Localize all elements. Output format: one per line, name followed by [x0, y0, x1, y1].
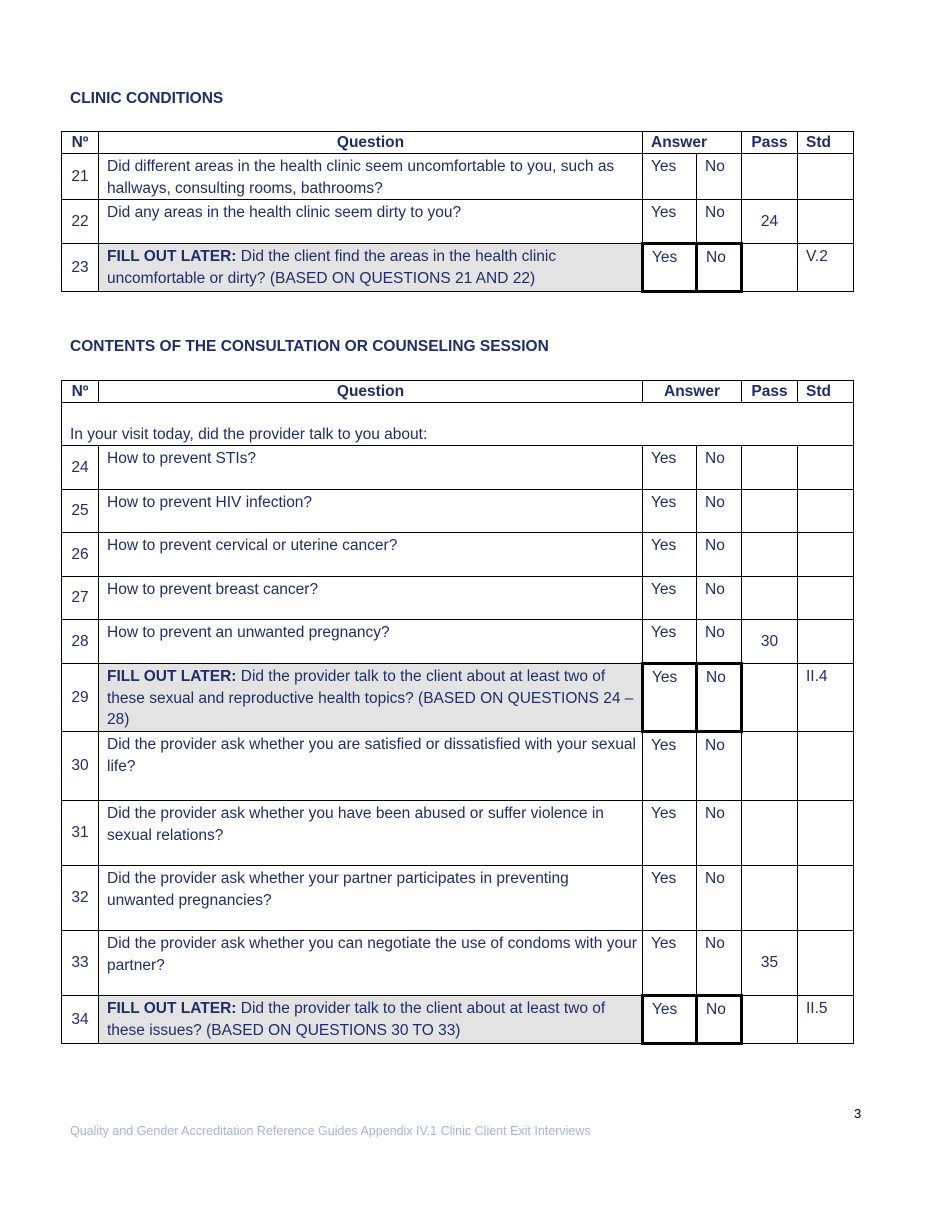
question-text: Did the provider ask whether you have been abused or suffer violence in sexual relations? — [99, 801, 643, 866]
row-number: 23 — [62, 244, 99, 292]
answer-no[interactable]: No — [697, 801, 742, 866]
std-cell — [798, 200, 854, 244]
question-text: How to prevent STIs? — [99, 446, 643, 490]
table-row-fill-later — [62, 244, 854, 292]
pass-cell — [742, 446, 798, 490]
answer-yes[interactable]: Yes — [643, 801, 697, 866]
answer-yes[interactable]: Yes — [643, 154, 697, 200]
answer-yes[interactable]: Yes — [643, 577, 697, 620]
table-row — [62, 620, 854, 664]
answer-no[interactable]: No — [697, 154, 742, 200]
row-number: 21 — [62, 154, 99, 200]
question-text — [99, 244, 643, 292]
answer-yes[interactable]: Yes — [643, 866, 697, 931]
std-cell — [798, 866, 854, 931]
table-row — [62, 577, 854, 620]
table-row — [62, 533, 854, 577]
answer-yes[interactable]: Yes — [643, 490, 697, 533]
pass-cell — [742, 577, 798, 620]
answer-yes[interactable]: Yes — [643, 446, 697, 490]
question-text-rest: Did the provider talk to the client about at least two of these sexual and reproductive health topics? (BASED ON QUESTIONS 24 – 28) — [107, 668, 634, 728]
pass-cell: 24 — [742, 200, 798, 244]
header-no: Nº — [62, 381, 99, 403]
answer-no[interactable]: No — [697, 446, 742, 490]
answer-no[interactable]: No — [697, 732, 742, 801]
question-text-rest: Did the provider talk to the client about at least two of these issues? (BASED ON QUESTIONS 30 TO 33) — [107, 1000, 606, 1039]
fill-out-later-label: FILL OUT LATER: — [107, 248, 237, 265]
question-text — [99, 664, 643, 732]
table-row — [62, 931, 854, 996]
std-cell — [798, 931, 854, 996]
question-text: How to prevent cervical or uterine cancer? — [99, 533, 643, 577]
answer-yes[interactable]: Yes — [643, 200, 697, 244]
pass-cell — [742, 801, 798, 866]
pass-cell: 30 — [742, 620, 798, 664]
answer-yes[interactable]: Yes — [643, 620, 697, 664]
question-text: Did the provider ask whether you are satisfied or dissatisfied with your sexual life? — [99, 732, 643, 801]
header-pass: Pass — [742, 381, 798, 403]
consultation-contents-table — [61, 380, 854, 1045]
answer-no[interactable]: No — [697, 931, 742, 996]
pass-cell — [742, 533, 798, 577]
table-row — [62, 446, 854, 490]
answer-no[interactable]: No — [697, 577, 742, 620]
answer-yes[interactable]: Yes — [643, 996, 697, 1044]
row-number: 25 — [62, 490, 99, 533]
std-cell — [798, 801, 854, 866]
answer-no[interactable]: No — [697, 866, 742, 931]
pass-cell — [742, 154, 798, 200]
pass-cell — [742, 866, 798, 931]
std-cell — [798, 533, 854, 577]
intro-row — [62, 403, 854, 446]
table-row — [62, 200, 854, 244]
header-answer: Answer — [643, 381, 742, 403]
question-text: Did the provider ask whether you can negotiate the use of condoms with your partner? — [99, 931, 643, 996]
row-number: 24 — [62, 446, 99, 490]
std-cell — [798, 577, 854, 620]
row-number: 33 — [62, 931, 99, 996]
pass-cell — [742, 732, 798, 801]
header-std: Std — [798, 381, 854, 403]
question-text: How to prevent breast cancer? — [99, 577, 643, 620]
row-number: 31 — [62, 801, 99, 866]
table-row-fill-later — [62, 664, 854, 732]
answer-no[interactable]: No — [697, 533, 742, 577]
answer-yes[interactable]: Yes — [643, 931, 697, 996]
answer-yes[interactable]: Yes — [643, 664, 697, 732]
fill-out-later-label: FILL OUT LATER: — [107, 1000, 237, 1017]
table-row-fill-later — [62, 996, 854, 1044]
page-footer: Quality and Gender Accreditation Reference Guides Appendix IV.1 Clinic Client Exit Interviews — [70, 1124, 591, 1138]
header-pass: Pass — [742, 132, 798, 154]
answer-yes[interactable]: Yes — [643, 244, 697, 292]
row-number: 29 — [62, 664, 99, 732]
answer-no[interactable]: No — [697, 620, 742, 664]
row-number: 34 — [62, 996, 99, 1044]
std-cell — [798, 490, 854, 533]
section-title-consultation-contents: CONTENTS OF THE CONSULTATION OR COUNSELING SESSION — [70, 338, 549, 355]
answer-yes[interactable]: Yes — [643, 533, 697, 577]
header-no: Nº — [62, 132, 99, 154]
row-number: 26 — [62, 533, 99, 577]
row-number: 30 — [62, 732, 99, 801]
answer-no[interactable]: No — [697, 490, 742, 533]
std-cell: II.5 — [798, 996, 854, 1044]
question-text: How to prevent an unwanted pregnancy? — [99, 620, 643, 664]
pass-cell — [742, 244, 798, 292]
question-text — [99, 996, 643, 1044]
std-cell: V.2 — [798, 244, 854, 292]
header-std: Std — [798, 132, 854, 154]
pass-cell — [742, 490, 798, 533]
header-question: Question — [99, 132, 643, 154]
answer-yes[interactable]: Yes — [643, 732, 697, 801]
answer-no[interactable]: No — [697, 244, 742, 292]
row-number: 27 — [62, 577, 99, 620]
table-header-row — [62, 381, 854, 403]
row-number: 32 — [62, 866, 99, 931]
std-cell: II.4 — [798, 664, 854, 732]
table-row — [62, 801, 854, 866]
table-row — [62, 732, 854, 801]
intro-text: In your visit today, did the provider talk to you about: — [62, 403, 854, 446]
row-number: 22 — [62, 200, 99, 244]
fill-out-later-label: FILL OUT LATER: — [107, 668, 237, 685]
table-row — [62, 866, 854, 931]
question-text: Did the provider ask whether your partner participates in preventing unwanted pregnancies? — [99, 866, 643, 931]
header-question: Question — [99, 381, 643, 403]
std-cell — [798, 446, 854, 490]
table-header-row — [62, 132, 854, 154]
question-text: Did any areas in the health clinic seem dirty to you? — [99, 200, 643, 244]
table-row — [62, 154, 854, 200]
std-cell — [798, 620, 854, 664]
answer-no[interactable]: No — [697, 664, 742, 732]
question-text: Did different areas in the health clinic seem uncomfortable to you, such as hallways, consulting rooms, bathrooms? — [99, 154, 643, 200]
question-text-rest: Did the client find the areas in the health clinic uncomfortable or dirty? (BASED ON QUESTIONS 21 AND 22) — [107, 248, 557, 287]
header-answer: Answer — [643, 132, 742, 154]
section-title-clinic-conditions: CLINIC CONDITIONS — [70, 90, 224, 107]
question-text: How to prevent HIV infection? — [99, 490, 643, 533]
clinic-conditions-table — [61, 131, 854, 293]
pass-cell — [742, 664, 798, 732]
table-row — [62, 490, 854, 533]
pass-cell: 35 — [742, 931, 798, 996]
std-cell — [798, 154, 854, 200]
answer-no[interactable]: No — [697, 996, 742, 1044]
answer-no[interactable]: No — [697, 200, 742, 244]
pass-cell — [742, 996, 798, 1044]
std-cell — [798, 732, 854, 801]
row-number: 28 — [62, 620, 99, 664]
page-number: 3 — [854, 1106, 862, 1121]
